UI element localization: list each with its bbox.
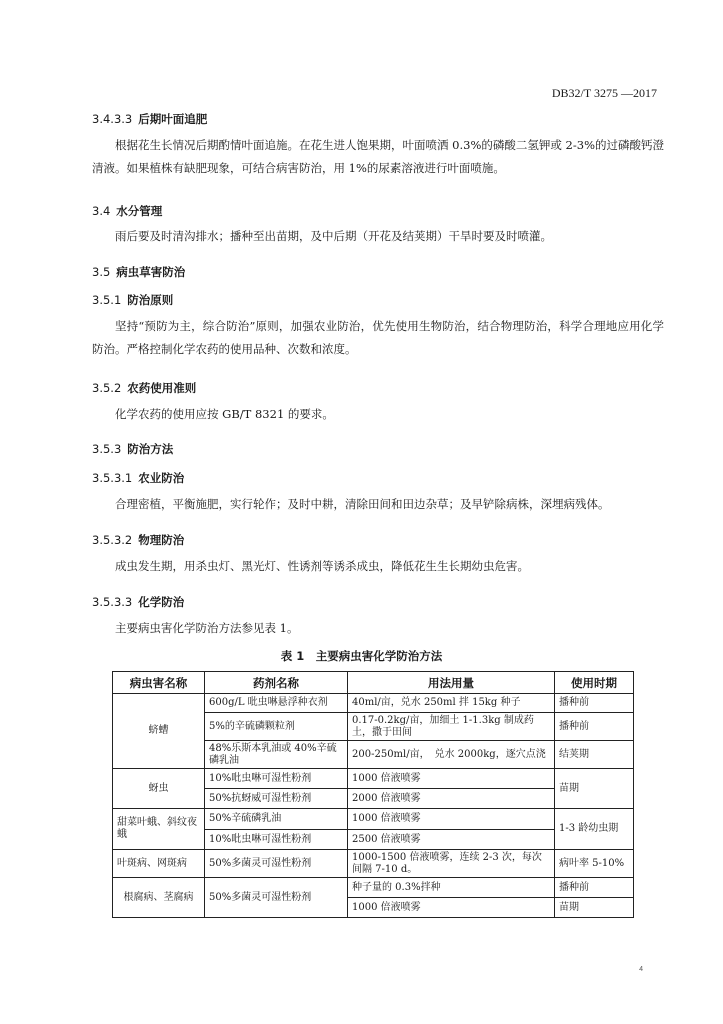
paragraph-pesticide-rules: 化学农药的使用应按 GB/T 8321 的要求。 [115, 407, 334, 421]
heading-number: 3.5.3.1 [92, 471, 133, 485]
period-cell: 播种前 [555, 694, 634, 713]
heading-3-4 [92, 203, 162, 219]
period-cell: 1-3 龄幼虫期 [555, 809, 634, 850]
heading-title: 防治原则 [127, 293, 174, 307]
agent-cell: 5%的辛硫磷颗粒剂 [205, 713, 348, 741]
paragraph-agricultural-control: 合理密植，平衡施肥，实行轮作；及时中耕，清除田间和田边杂草；及早铲除病株，深埋病残体。 [115, 497, 610, 511]
period-cell: 苗期 [555, 898, 634, 918]
table-row [113, 769, 634, 789]
pest-cell: 蛴螬 [113, 694, 205, 769]
table-row [113, 850, 634, 878]
agent-cell: 48%乐斯本乳油或 40%辛硫磷乳油 [205, 741, 348, 769]
pest-cell: 蚜虫 [113, 769, 205, 809]
header-pest-name: 病虫害名称 [113, 672, 205, 694]
period-cell: 病叶率 5-10% [555, 850, 634, 878]
heading-number: 3.5.1 [92, 293, 122, 307]
header-usage: 用法用量 [348, 672, 555, 694]
agent-cell: 50%多菌灵可湿性粉剂 [205, 850, 348, 878]
table-header-row [113, 672, 634, 694]
usage-cell: 40ml/亩，兑水 250ml 拌 15kg 种子 [348, 694, 555, 713]
heading-3-5-3-2 [92, 532, 184, 548]
agent-cell: 10%吡虫啉可湿性粉剂 [205, 830, 348, 850]
heading-number: 3.5.2 [92, 381, 122, 395]
heading-number: 3.5.3 [92, 442, 122, 456]
table-row [113, 809, 634, 830]
paragraph-foliar-fertilizer: 根据花生长情况后期酌情叶面追施。在花生进人饱果期，叶面喷洒 0.3%的磷酸二氢钾或 2-3%的过磷酸钙澄清液。如果植株有缺肥现象，可结合病害防治，用 1%的尿素溶液进行叶面喷施。 [92, 138, 664, 175]
agent-cell: 10%吡虫啉可湿性粉剂 [205, 769, 348, 789]
usage-cell: 1000 倍液喷雾 [348, 769, 555, 789]
paragraph-physical-control: 成虫发生期，用杀虫灯、黑光灯、性诱剂等诱杀成虫，降低花生生长期幼虫危害。 [115, 559, 529, 573]
pest-cell: 叶斑病、网斑病 [113, 850, 205, 878]
period-cell: 结荚期 [555, 741, 634, 769]
heading-3-5-1 [92, 292, 173, 308]
heading-3-4-3-3 [92, 111, 207, 127]
pest-cell: 根腐病、茎腐病 [113, 878, 205, 918]
usage-cell: 200-250ml/亩， 兑水 2000kg，逐穴点浇 [348, 741, 555, 769]
usage-cell: 种子量的 0.3%拌种 [348, 878, 555, 898]
heading-number: 3.5.3.3 [92, 595, 133, 609]
heading-title: 化学防治 [138, 595, 185, 609]
period-cell: 播种前 [555, 713, 634, 741]
usage-cell: 0.17-0.2kg/亩，加细土 1-1.3kg 制成药土，撒于田间 [348, 713, 555, 741]
heading-3-5 [92, 264, 185, 280]
pest-control-table [112, 671, 634, 918]
table-row [113, 878, 634, 898]
heading-title: 农业防治 [138, 471, 185, 485]
page-number: 4 [639, 966, 643, 973]
heading-number: 3.4.3.3 [92, 112, 133, 126]
heading-title: 物理防治 [138, 533, 185, 547]
agent-cell: 50%抗蚜威可湿性粉剂 [205, 789, 348, 809]
usage-cell: 2500 倍液喷雾 [348, 830, 555, 850]
heading-number: 3.4 [92, 204, 111, 218]
heading-3-5-3-1 [92, 470, 184, 486]
heading-3-5-2 [92, 380, 196, 396]
pest-cell: 甜菜叶蛾、斜纹夜蛾 [113, 809, 205, 850]
paragraph-chemical-control: 主要病虫害化学防治方法参见表 1。 [115, 621, 299, 635]
period-cell: 苗期 [555, 769, 634, 809]
heading-3-5-3-3 [92, 594, 184, 610]
heading-title: 病虫草害防治 [116, 265, 186, 279]
period-cell: 播种前 [555, 878, 634, 898]
usage-cell: 1000 倍液喷雾 [348, 898, 555, 918]
standard-code: DB32/T 3275 —2017 [551, 86, 657, 100]
header-agent-name: 药剂名称 [205, 672, 348, 694]
heading-title: 防治方法 [127, 442, 174, 456]
usage-cell: 2000 倍液喷雾 [348, 789, 555, 809]
heading-title: 后期叶面追肥 [138, 112, 208, 126]
agent-cell: 600g/L 吡虫啉悬浮种衣剂 [205, 694, 348, 713]
table-row [113, 694, 634, 713]
agent-cell: 50%多菌灵可湿性粉剂 [205, 878, 348, 918]
heading-title: 水分管理 [116, 204, 163, 218]
heading-3-5-3 [92, 441, 173, 457]
heading-number: 3.5.3.2 [92, 533, 133, 547]
paragraph-control-principle: 坚持“预防为主，综合防治”原则，加强农业防治，优先使用生物防治，结合物理防治，科学合理地应用化学防治。严格控制化学农药的使用品种、次数和浓度。 [92, 319, 664, 356]
usage-cell: 1000 倍液喷雾 [348, 809, 555, 830]
usage-cell: 1000-1500 倍液喷雾，连续 2-3 次，每次间隔 7-10 d。 [348, 850, 555, 878]
table-caption: 表 1 主要病虫害化学防治方法 [280, 649, 443, 663]
agent-cell: 50%辛硫磷乳油 [205, 809, 348, 830]
paragraph-water-management: 雨后要及时清沟排水；播种至出苗期，及中后期（开花及结荚期）干旱时要及时喷灌。 [115, 229, 552, 243]
header-period: 使用时期 [555, 672, 634, 694]
heading-number: 3.5 [92, 265, 111, 279]
heading-title: 农药使用准则 [127, 381, 197, 395]
